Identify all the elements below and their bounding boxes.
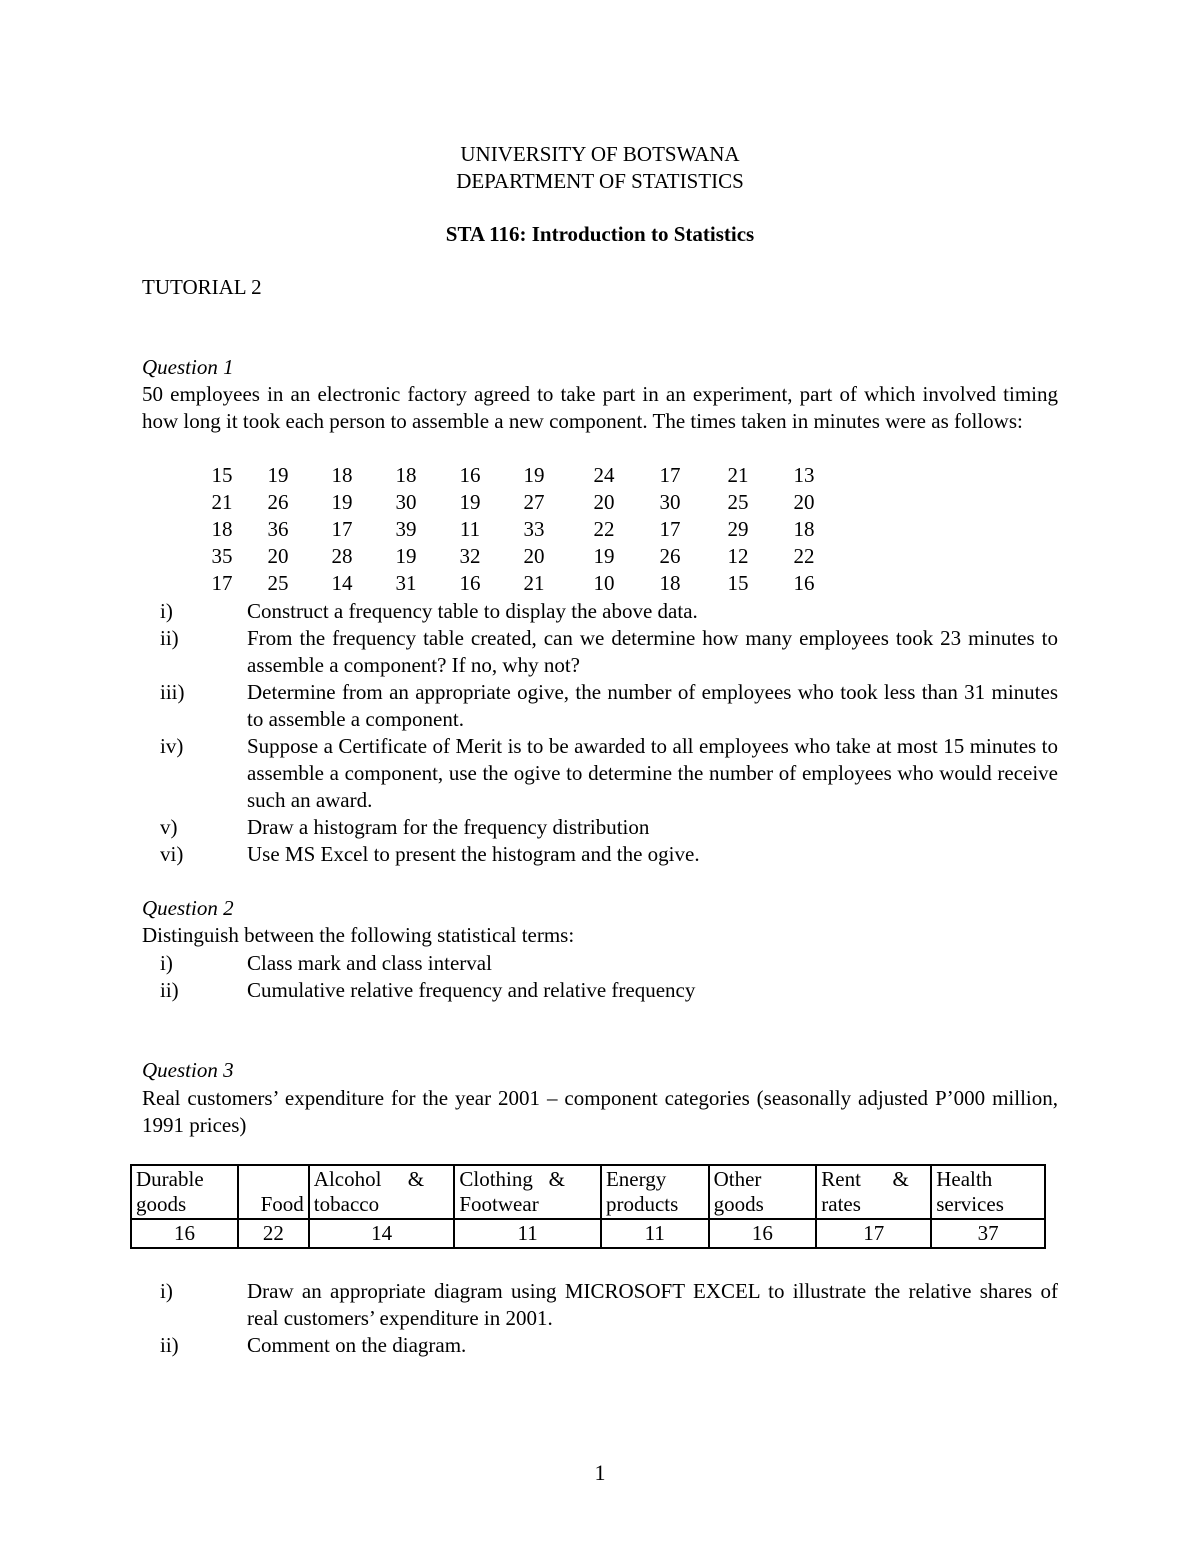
data-row xyxy=(202,544,902,571)
item-number: ii) xyxy=(160,1333,179,1357)
data-cell: 28 xyxy=(331,544,353,568)
data-cell: 20 xyxy=(523,544,545,568)
q2-title: Question 2 xyxy=(142,896,234,920)
data-cell: 12 xyxy=(727,544,749,568)
data-row xyxy=(202,517,902,544)
data-row xyxy=(202,490,902,517)
data-cell: 30 xyxy=(659,490,681,514)
data-cell: 17 xyxy=(211,571,233,595)
q3-title: Question 3 xyxy=(142,1058,234,1082)
data-cell: 21 xyxy=(523,571,545,595)
data-cell: 18 xyxy=(659,571,681,595)
data-cell: 21 xyxy=(211,490,233,514)
data-cell: 22 xyxy=(793,544,815,568)
data-cell: 36 xyxy=(267,517,289,541)
data-cell: 29 xyxy=(727,517,749,541)
table-header-cell: Other goods xyxy=(709,1165,817,1219)
table-value-cell: 14 xyxy=(309,1219,455,1248)
data-cell: 15 xyxy=(727,571,749,595)
data-cell: 18 xyxy=(211,517,233,541)
data-cell: 35 xyxy=(211,544,233,568)
item-number: ii) xyxy=(160,626,179,650)
item-text: Cumulative relative frequency and relative frequency xyxy=(247,978,696,1002)
table-header-cell: Energy products xyxy=(601,1165,709,1219)
data-row xyxy=(202,463,902,490)
table-header-cell: Rent & rates xyxy=(816,1165,931,1219)
data-cell: 27 xyxy=(523,490,545,514)
course-title: STA 116: Introduction to Statistics xyxy=(445,222,755,246)
data-cell: 17 xyxy=(331,517,353,541)
table-header-cell: Health services xyxy=(931,1165,1045,1219)
data-cell: 26 xyxy=(659,544,681,568)
data-cell: 25 xyxy=(267,571,289,595)
item-number: i) xyxy=(160,1279,173,1303)
data-cell: 19 xyxy=(523,463,545,487)
item-text: Draw an appropriate diagram using MICROSOFT EXCEL to illustrate the relative shares of real customers’ expenditure in 2001. xyxy=(247,1279,1058,1330)
item-number: i) xyxy=(160,599,173,623)
item-text: Determine from an appropriate ogive, the number of employees who took less than 31 minutes to assemble a component. xyxy=(247,680,1058,731)
data-cell: 18 xyxy=(331,463,353,487)
data-cell: 19 xyxy=(593,544,615,568)
data-cell: 25 xyxy=(727,490,749,514)
data-cell: 14 xyxy=(331,571,353,595)
data-cell: 19 xyxy=(267,463,289,487)
item-number: vi) xyxy=(160,842,184,866)
data-cell: 17 xyxy=(659,463,681,487)
tutorial-label: TUTORIAL 2 xyxy=(142,275,262,299)
data-cell: 39 xyxy=(395,517,417,541)
data-cell: 17 xyxy=(659,517,681,541)
data-cell: 30 xyxy=(395,490,417,514)
page-number: 1 xyxy=(594,1460,606,1485)
data-cell: 20 xyxy=(267,544,289,568)
table-header-cell: Clothing & Footwear xyxy=(454,1165,601,1219)
q1-title: Question 1 xyxy=(142,355,234,379)
data-cell: 13 xyxy=(793,463,815,487)
data-cell: 18 xyxy=(793,517,815,541)
data-cell: 19 xyxy=(395,544,417,568)
table-header-cell: Alcohol & tobacco xyxy=(309,1165,455,1219)
table-value-cell: 11 xyxy=(454,1219,601,1248)
item-text: Construct a frequency table to display the above data. xyxy=(247,599,698,623)
item-number: v) xyxy=(160,815,178,839)
data-cell: 19 xyxy=(459,490,481,514)
q3-intro: Real customers’ expenditure for the year 2001 – component categories (seasonally adjusted P’000 million, 1991 prices) xyxy=(142,1086,1058,1137)
item-number: iii) xyxy=(160,680,185,704)
data-cell: 33 xyxy=(523,517,545,541)
data-cell: 16 xyxy=(459,571,481,595)
table-value-cell: 16 xyxy=(709,1219,817,1248)
expenditure-table xyxy=(130,1164,1046,1249)
table-header-cell: Food xyxy=(238,1165,309,1219)
data-cell: 10 xyxy=(593,571,615,595)
table-header-cell: Durable goods xyxy=(131,1165,238,1219)
q2-intro: Distinguish between the following statistical terms: xyxy=(142,923,575,947)
item-number: i) xyxy=(160,951,173,975)
university-name: UNIVERSITY OF BOTSWANA xyxy=(460,142,740,166)
data-cell: 24 xyxy=(593,463,615,487)
data-cell: 31 xyxy=(395,571,417,595)
data-cell: 26 xyxy=(267,490,289,514)
item-text: From the frequency table created, can we determine how many employees took 23 minutes to assemble a component? If no, why not? xyxy=(247,626,1058,677)
data-cell: 20 xyxy=(793,490,815,514)
table-value-cell: 11 xyxy=(601,1219,709,1248)
table-value-cell: 16 xyxy=(131,1219,238,1248)
data-cell: 20 xyxy=(593,490,615,514)
data-cell: 18 xyxy=(395,463,417,487)
q1-intro: 50 employees in an electronic factory agreed to take part in an experiment, part of which involved timing how long it took each person to assemble a new component. The times taken in minutes were as follows: xyxy=(142,382,1058,433)
item-text: Draw a histogram for the frequency distribution xyxy=(247,815,650,839)
item-text: Suppose a Certificate of Merit is to be awarded to all employees who take at most 15 minutes to assemble a component, use the ogive to determine the number of employees who would receive such an award. xyxy=(247,734,1058,812)
table-value-cell: 22 xyxy=(238,1219,309,1248)
data-cell: 19 xyxy=(331,490,353,514)
item-number: iv) xyxy=(160,734,184,758)
data-cell: 15 xyxy=(211,463,233,487)
data-cell: 22 xyxy=(593,517,615,541)
department-name: DEPARTMENT OF STATISTICS xyxy=(456,169,744,193)
data-cell: 11 xyxy=(459,517,481,541)
data-cell: 21 xyxy=(727,463,749,487)
item-text: Class mark and class interval xyxy=(247,951,492,975)
item-text: Use MS Excel to present the histogram and the ogive. xyxy=(247,842,700,866)
table-value-cell: 37 xyxy=(931,1219,1045,1248)
item-number: ii) xyxy=(160,978,179,1002)
data-cell: 16 xyxy=(793,571,815,595)
data-cell: 16 xyxy=(459,463,481,487)
table-value-cell: 17 xyxy=(816,1219,931,1248)
data-cell: 32 xyxy=(459,544,481,568)
data-row xyxy=(202,571,902,598)
item-text: Comment on the diagram. xyxy=(247,1333,467,1357)
